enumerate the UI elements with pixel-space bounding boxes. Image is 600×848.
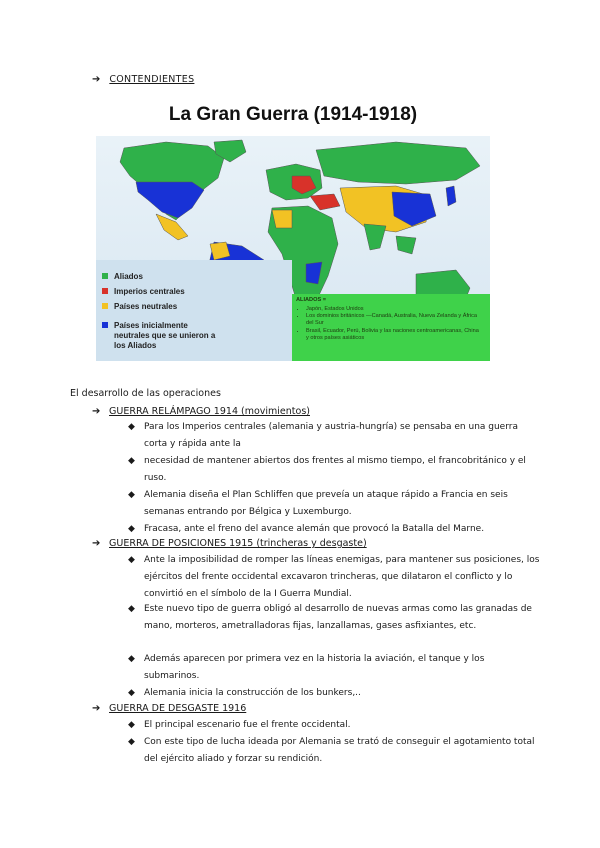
world-map-figure (96, 98, 490, 361)
section-title: El desarrollo de las operaciones (70, 388, 221, 399)
russia-shape (316, 142, 480, 184)
ottoman-shape (310, 194, 340, 210)
allies-list (296, 306, 482, 342)
diamond-bullet-icon: ◆ (128, 422, 135, 432)
diamond-bullet-icon: ◆ (128, 456, 135, 466)
legend-swatch (102, 322, 108, 328)
legend-swatch (102, 273, 108, 279)
legend-swatch (102, 303, 108, 309)
allies-item: • Brasil, Ecuador, Perú, Bolivia y las naciones centroamericanas, China y otros países asiáticos (306, 328, 482, 342)
allies-item: • Los dominios británicos —Canadá, Australia, Nueva Zelanda y África del Sur (306, 313, 482, 327)
list-item: ◆ El principal escenario fue el frente occidental. (128, 717, 540, 734)
list-item: ◆ necesidad de mantener abiertos dos frentes al mismo tiempo, el francobritánico y el ruso. (128, 453, 540, 487)
list-item: ◆ Alemania diseña el Plan Schliffen que preveía un ataque rápido a Francia en seis semanas entrando por Bélgica y Luxemburgo. (128, 487, 540, 521)
legend-item-neutrales: Países neutrales (102, 302, 177, 311)
arrow-icon: ➔ (92, 703, 101, 714)
subsection-heading-relampago: ➔ GUERRA RELÁMPAGO 1914 (movimientos) (92, 406, 310, 417)
list-item: ◆ Este nuevo tipo de guerra obligó al desarrollo de nuevas armas como las granadas de mano, morteros, ametralladoras fijas, lanzallamas, gases asfixiantes, etc. (128, 601, 540, 635)
diamond-bullet-icon: ◆ (128, 654, 135, 664)
diamond-bullet-icon: ◆ (128, 524, 135, 534)
mexico-shape (156, 214, 188, 240)
allies-title: ALIADOS = (296, 297, 326, 303)
allies-box (292, 294, 490, 361)
list-item: ◆ Además aparecen por primera vez en la historia la aviación, el tanque y los submarinos. (128, 651, 540, 685)
subsection-heading-posiciones: ➔ GUERRA DE POSICIONES 1915 (trincheras y desgaste) (92, 538, 367, 549)
allies-item: • Japón, Estados Unidos (306, 306, 482, 313)
list-item: ◆ Con este tipo de lucha ideada por Alemania se trató de conseguir el agotamiento total del ejército aliado y forzar su rendición. (128, 734, 540, 768)
arrow-icon: ➔ (92, 74, 101, 85)
list-item: ◆ Ante la imposibilidad de romper las líneas enemigas, para mantener sus posiciones, los ejércitos del frente occidental excavaron trincheras, que dilataron el conflicto y lo convirtió en el símbolo de la I Guerra Mundial. (128, 552, 540, 604)
usa-shape (136, 182, 204, 218)
japan-shape (446, 186, 456, 206)
list-item: ◆ Alemania inicia la construcción de los bunkers,.. (128, 685, 540, 702)
subsection-heading-desgaste: ➔ GUERRA DE DESGASTE 1916 (92, 703, 247, 714)
legend-item-imperios: Imperios centrales (102, 287, 185, 296)
legend-item-aliados: Aliados (102, 272, 143, 281)
southeast-asia-shape (396, 236, 416, 254)
diamond-bullet-icon: ◆ (128, 737, 135, 747)
diamond-bullet-icon: ◆ (128, 688, 135, 698)
contendientes-heading: ➔ CONTENDIENTES (92, 74, 195, 85)
arrow-icon: ➔ (92, 538, 101, 549)
india-shape (364, 224, 386, 250)
arrow-icon: ➔ (92, 406, 101, 417)
list-item: ◆ Para los Imperios centrales (alemania y austria-hungría) se pensaba en una guerra corta y rápida ante la (128, 419, 540, 453)
map-title: La Gran Guerra (1914-1918) (168, 104, 418, 125)
map-legend (96, 260, 292, 361)
legend-swatch (102, 288, 108, 294)
diamond-bullet-icon: ◆ (128, 720, 135, 730)
list-item: ◆ Fracasa, ante el freno del avance alemán que provocó la Batalla del Marne. (128, 521, 540, 538)
diamond-bullet-icon: ◆ (128, 555, 135, 565)
diamond-bullet-icon: ◆ (128, 490, 135, 500)
diamond-bullet-icon: ◆ (128, 604, 135, 614)
legend-item-unidos: Países inicialmente neutrales que se unieron a los Aliados (102, 321, 222, 351)
